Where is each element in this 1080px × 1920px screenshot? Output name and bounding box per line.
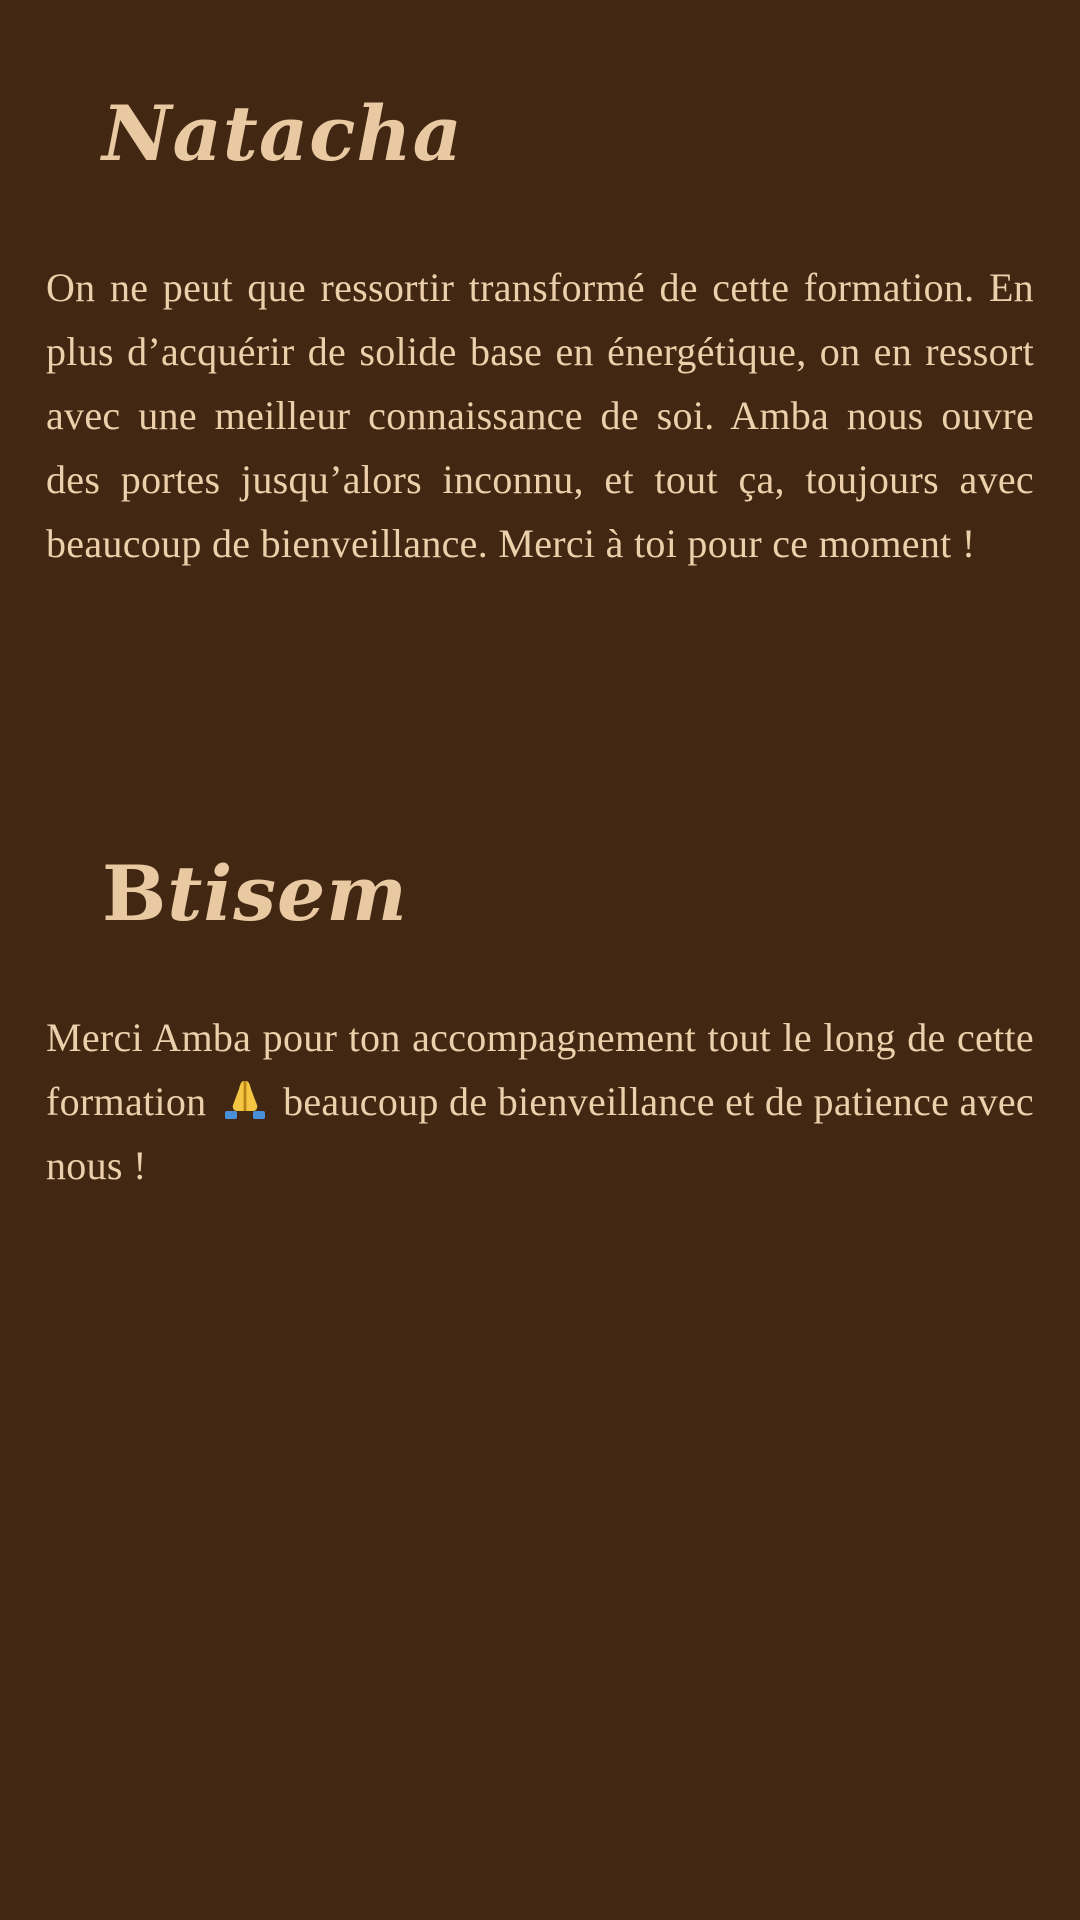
author-name-rest: tisem xyxy=(167,849,408,938)
testimonial-natacha xyxy=(46,89,1034,576)
author-name-rest: Natacha xyxy=(102,89,463,178)
testimonial-text xyxy=(46,1006,1034,1198)
testimonial-author-name xyxy=(102,849,1034,938)
folded-hands-icon xyxy=(221,1075,269,1123)
author-name-initial: B xyxy=(102,849,168,938)
testimonial-text: On ne peut que ressortir transformé de cette formation. En plus d’acquérir de solide base en énergétique, on en ressort avec une meilleur connaissance de soi. Amba nous ouvre des portes jusqu’alors inconnu, et tout ça, toujours avec beaucoup de bienveillance. Merci à toi pour ce moment ! xyxy=(46,264,1034,566)
testimonial-text-part-2: beaucoup de bienveillance et de patience avec nous ! xyxy=(46,1078,1034,1188)
testimonial-author-name xyxy=(102,89,1034,178)
testimonial-text-part-1: Merci Amba pour ton accompagnement tout le long de cette formation xyxy=(46,1014,1034,1124)
testimonial-btisem xyxy=(46,849,1034,1198)
